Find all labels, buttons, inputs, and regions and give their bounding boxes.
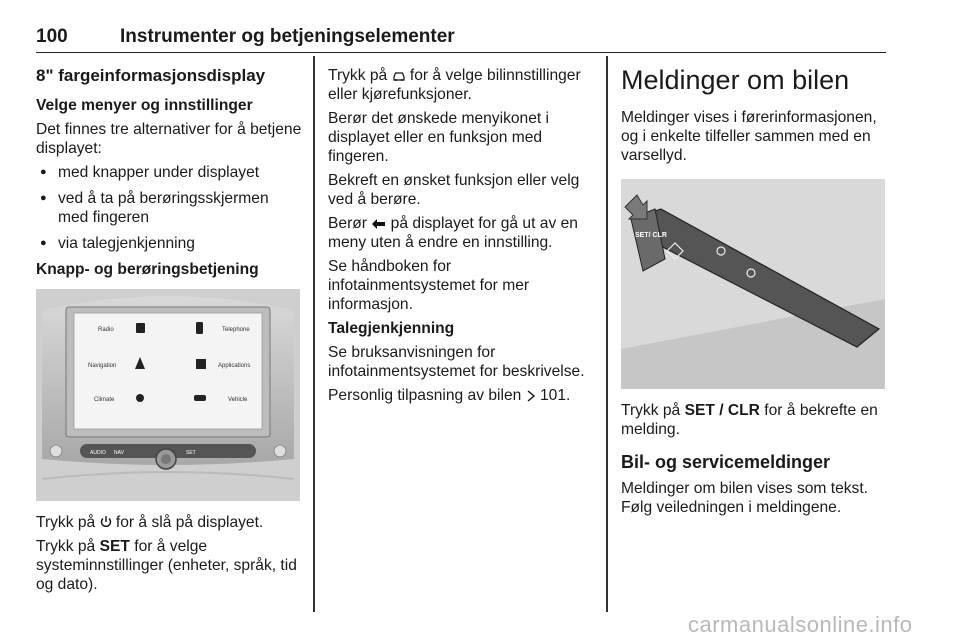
screen-item-label: Applications (218, 363, 251, 369)
audio-button-label: AUDIO (90, 450, 106, 456)
paragraph: Personlig tilpasning av bilen 101. (328, 387, 571, 404)
subheading: Velge menyer og innstillinger (36, 97, 253, 114)
paragraph: Meldinger vises i førerinformasjonen, og i enkelte tilfeller sammen med en varsellyd. (621, 109, 877, 164)
infotainment-screen-figure (36, 289, 300, 501)
list-item: ● med knapper under displayet (36, 163, 302, 182)
paragraph: Trykk på SET / CLR for å bekrefte en melding. (621, 402, 878, 438)
paragraph: Det finnes tre alternativer for å betjene displayet: (36, 121, 302, 157)
subheading: Talegjenkjenning (328, 320, 455, 337)
list-item: ● ved å ta på berøringsskjermen med fingeren (36, 189, 302, 227)
bullet-list (36, 163, 302, 253)
column-2 (328, 66, 596, 410)
screen-item-label: Climate (94, 397, 115, 403)
page-header (36, 22, 886, 53)
paragraph: Trykk på SET for å velge systeminnstillinger (enheter, språk, tid og dato). (36, 538, 297, 593)
subheading: Knapp- og berøringsbetjening (36, 261, 259, 278)
column-divider (313, 56, 315, 612)
paragraph: Meldinger om bilen vises som tekst. Følg veiledningen i meldingene. (621, 480, 868, 516)
list-item: ● via talegjenkjenning (36, 234, 302, 253)
car-settings-icon (392, 69, 406, 82)
paragraph: Bekreft en ønsket funksjon eller velg ved å berøre. (328, 172, 580, 208)
nav-button-label: NAV (114, 450, 124, 456)
column-1 (36, 60, 302, 599)
column-divider (606, 56, 608, 612)
car-icon (194, 395, 206, 401)
column-3 (621, 62, 889, 522)
paragraph: Se håndboken for infotainmentsystemet for mer informasjon. (328, 258, 530, 313)
paragraph: Berør på displayet for gå ut av en meny uten å endre en innstilling. (328, 215, 578, 251)
section-title: 8" fargeinformasjonsdisplay (36, 66, 266, 85)
page-reference-icon (526, 390, 536, 402)
screen-item-label: Navigation (88, 363, 117, 369)
screen-item-label: Telephone (222, 327, 250, 333)
set-clr-keyword: SET / CLR (684, 402, 760, 419)
page-number: 100 (36, 26, 68, 47)
paragraph: Trykk på for å slå på displayet. (36, 514, 264, 531)
section-title: Meldinger om bilen (621, 65, 850, 95)
paragraph: Berør det ønskede menyikonet i displayet eller en funksjon med fingeren. (328, 110, 550, 165)
lever-figure (621, 179, 885, 389)
paragraph: Trykk på for å velge bilinnstillinger eller kjørefunksjoner. (328, 67, 581, 103)
subheading: Bil- og servicemeldinger (621, 452, 831, 472)
paragraph: Se bruksanvisningen for infotainmentsystemet for beskrivelse. (328, 344, 585, 380)
screen-item-label: Radio (98, 327, 114, 333)
lever-label: SET/ CLR (635, 232, 667, 239)
music-icon (136, 323, 145, 333)
climate-icon (136, 394, 144, 402)
power-icon (100, 515, 112, 529)
phone-icon (196, 322, 203, 334)
page-title: Instrumenter og betjeningselementer (120, 26, 455, 47)
set-keyword: SET (99, 538, 130, 555)
apps-icon (196, 359, 206, 369)
back-arrow-icon (371, 218, 386, 230)
watermark: carmanualsonline.info (688, 612, 913, 637)
set-button-label: SET (186, 450, 196, 456)
screen-item-label: Vehicle (228, 397, 248, 403)
